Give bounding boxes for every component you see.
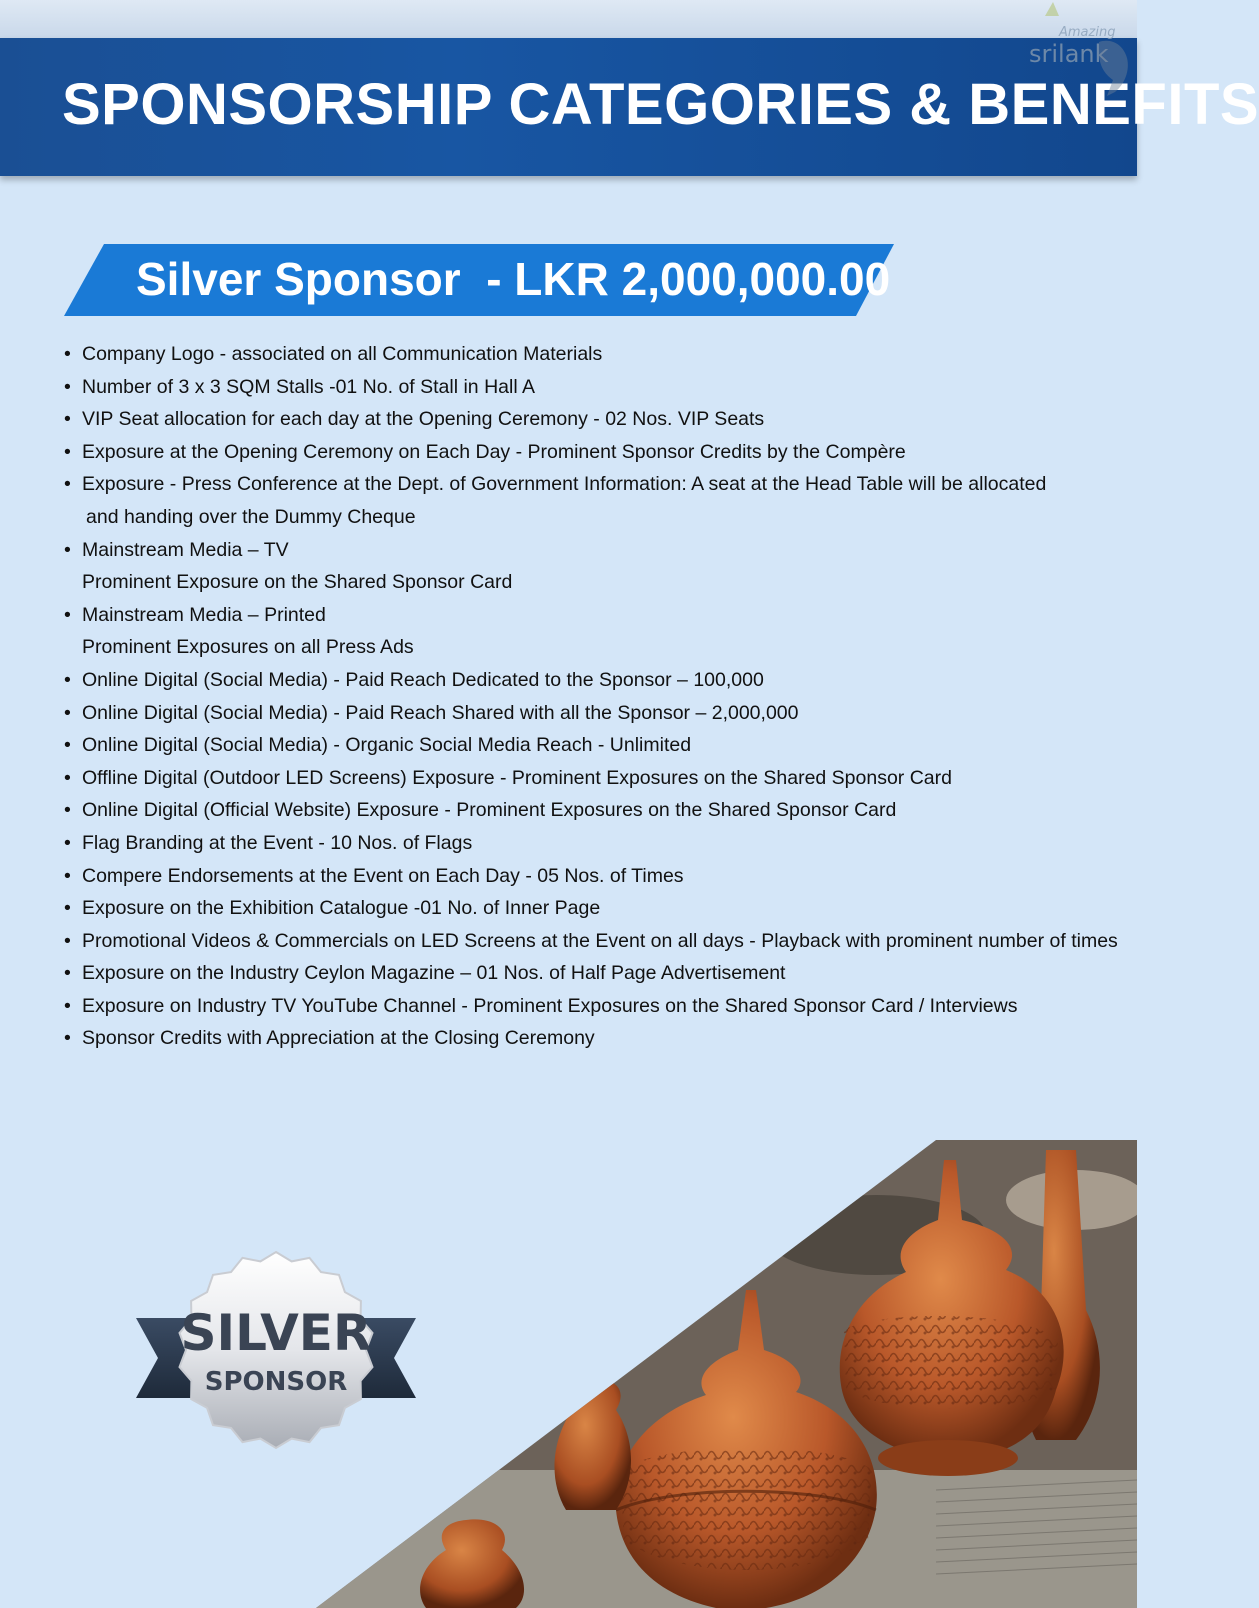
badge-line1: SILVER: [180, 1304, 372, 1362]
benefit-text: Online Digital (Social Media) - Paid Reach Shared with all the Sponsor – 2,000,000: [82, 701, 799, 724]
benefit-text: Company Logo - associated on all Communication Materials: [82, 343, 603, 365]
benefit-item: [62, 534, 1122, 599]
bullet-icon: •: [64, 897, 71, 920]
benefit-text: Online Digital (Social Media) - Paid Reach Dedicated to the Sponsor – 100,000: [82, 668, 764, 691]
benefit-text: Exposure - Press Conference at the Dept. of Government Information: A seat at the Head Table will be allocated: [82, 473, 1047, 496]
benefit-text: Promotional Videos & Commercials on LED Screens at the Event on all days - Playback with prominent number of times: [82, 929, 1118, 952]
benefit-text: Exposure on the Industry Ceylon Magazine – 01 Nos. of Half Page Advertisement: [82, 962, 786, 985]
bullet-icon: •: [64, 734, 71, 757]
bullet-icon: •: [64, 473, 71, 496]
bullet-icon: •: [64, 701, 71, 724]
benefit-item: [62, 990, 1122, 1023]
benefit-item: [62, 338, 1122, 371]
bullet-icon: •: [64, 766, 71, 789]
benefit-item: [62, 599, 1122, 664]
benefit-text: Mainstream Media – Printed: [82, 603, 326, 626]
bullet-icon: •: [64, 1027, 71, 1050]
bullet-icon: •: [64, 538, 71, 561]
bullet-icon: •: [64, 343, 71, 365]
benefit-text: Sponsor Credits with Appreciation at the Closing Ceremony: [82, 1027, 595, 1050]
amazing-srilanka-watermark: [987, 0, 1137, 110]
benefit-text: Exposure on Industry TV YouTube Channel - Prominent Exposures on the Shared Sponsor Card / Interviews: [82, 994, 1018, 1017]
benefit-item: [62, 892, 1122, 925]
benefit-item: [62, 436, 1122, 469]
benefit-item: [62, 664, 1122, 697]
benefit-item: [62, 957, 1122, 990]
benefits-list: [62, 338, 1122, 1055]
benefit-item: [62, 697, 1122, 730]
benefit-item: [62, 827, 1122, 860]
benefit-item: [62, 860, 1122, 893]
watermark-main-text: srilank: [1029, 40, 1109, 68]
bullet-icon: •: [64, 408, 71, 431]
bullet-icon: •: [64, 440, 71, 463]
benefit-text: Number of 3 x 3 SQM Stalls -01 No. of Stall in Hall A: [82, 375, 536, 398]
benefit-text: Offline Digital (Outdoor LED Screens) Exposure - Prominent Exposures on the Shared Sponsor Card: [82, 766, 952, 789]
benefit-text: Online Digital (Official Website) Exposure - Prominent Exposures on the Shared Sponsor Card: [82, 799, 897, 822]
bullet-icon: •: [64, 929, 71, 952]
banner-title: Silver Sponsor - LKR 2,000,000.00: [136, 253, 891, 305]
benefit-item: [62, 371, 1122, 404]
benefit-text: VIP Seat allocation for each day at the Opening Ceremony - 02 Nos. VIP Seats: [82, 408, 765, 431]
bullet-icon: •: [64, 603, 71, 626]
bullet-icon: •: [64, 668, 71, 691]
page-header: [0, 38, 1259, 176]
benefit-text-continued: Prominent Exposure on the Shared Sponsor Card: [82, 571, 513, 594]
bullet-icon: •: [64, 375, 71, 398]
benefit-item: [62, 794, 1122, 827]
bullet-icon: •: [64, 994, 71, 1017]
badge-line2: SPONSOR: [204, 1367, 348, 1397]
benefit-text: Exposure on the Exhibition Catalogue -01 No. of Inner Page: [82, 897, 601, 920]
page-title: SPONSORSHIP CATEGORIES & BENEFITS: [62, 72, 1259, 137]
benefit-item: [62, 1022, 1122, 1055]
benefit-item: [62, 468, 1122, 533]
benefit-item: [62, 762, 1122, 795]
bullet-icon: •: [64, 962, 71, 985]
benefit-text: Online Digital (Social Media) - Organic Social Media Reach - Unlimited: [82, 734, 692, 757]
bullet-icon: •: [64, 799, 71, 822]
benefit-text: Compere Endorsements at the Event on Each Day - 05 Nos. of Times: [82, 864, 684, 887]
pottery-photo: [316, 1140, 1137, 1608]
benefit-item: [62, 403, 1122, 436]
benefit-item: [62, 925, 1122, 958]
benefit-text: Flag Branding at the Event - 10 Nos. of Flags: [82, 831, 473, 854]
benefit-text: Exposure at the Opening Ceremony on Each Day - Prominent Sponsor Credits by the Compère: [82, 440, 906, 463]
watermark-top-text: Amazing: [1059, 25, 1116, 40]
benefit-text-continued: Prominent Exposures on all Press Ads: [82, 636, 414, 659]
benefit-text-continued: and handing over the Dummy Cheque: [86, 505, 416, 528]
benefit-item: [62, 729, 1122, 762]
silver-sponsor-badge: [136, 1240, 416, 1460]
benefit-text: Mainstream Media – TV: [82, 538, 289, 561]
bullet-icon: •: [64, 831, 71, 854]
top-strip: [0, 0, 1137, 38]
bullet-icon: •: [64, 864, 71, 887]
